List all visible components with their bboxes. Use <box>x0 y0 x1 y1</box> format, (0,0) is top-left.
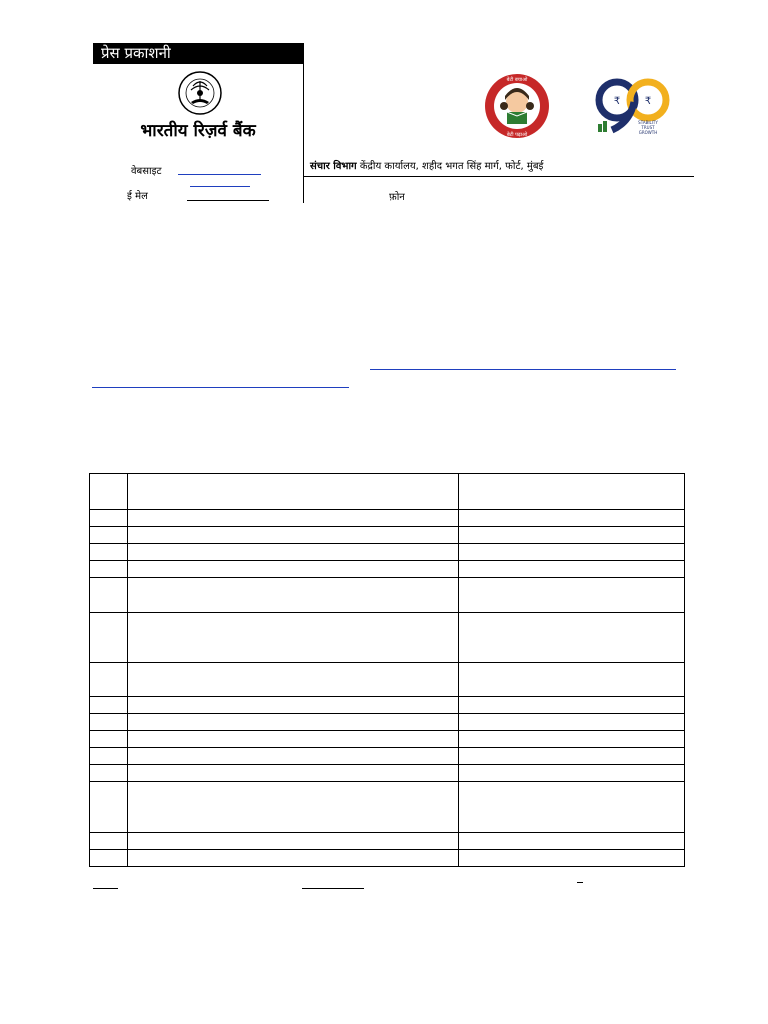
table-row <box>90 578 685 613</box>
press-release-title: प्रेस प्रकाशनी <box>93 43 303 64</box>
bank-name: भारतीय रिज़र्व बैंक <box>140 121 256 141</box>
body-link-continued[interactable] <box>92 387 349 388</box>
table-row <box>90 544 685 561</box>
table-row <box>90 833 685 850</box>
table-row <box>90 510 685 527</box>
rbi90-line1: STABILITY <box>638 120 658 125</box>
header-rule <box>303 176 694 177</box>
beti-bachao-logo <box>483 72 551 140</box>
email-value[interactable] <box>187 200 269 201</box>
table-row <box>90 613 685 663</box>
footer-dash <box>577 882 583 883</box>
footer-underline <box>93 888 118 889</box>
rbi-seal-icon <box>177 70 223 116</box>
address: केंद्रीय कार्यालय, शहीद भगत सिंह मार्ग, फोर्ट, मुंबई <box>359 161 544 172</box>
beti-bottom-text: बेटी पढ़ाओ <box>506 132 528 138</box>
table-header-row <box>90 474 685 510</box>
table-row <box>90 765 685 782</box>
table-row <box>90 731 685 748</box>
svg-text:₹: ₹ <box>613 96 621 107</box>
press-release-header <box>93 43 304 203</box>
table-row <box>90 782 685 833</box>
rbi90-line2: TRUST <box>641 125 655 130</box>
website-label: वेबसाइट <box>131 166 162 177</box>
svg-text:₹: ₹ <box>644 96 652 107</box>
table-row <box>90 527 685 544</box>
table-row <box>90 663 685 697</box>
table-row <box>90 850 685 867</box>
rbi-90-logo <box>590 72 672 140</box>
website-link-continued[interactable] <box>190 186 250 187</box>
department-label: संचार विभाग <box>310 161 357 172</box>
table-row <box>90 561 685 578</box>
table-row <box>90 714 685 731</box>
beti-top-text: बेटी बचाओ <box>506 77 528 83</box>
phone-label: फ़ोन <box>389 192 405 203</box>
table-row <box>90 697 685 714</box>
email-label: ई मेल <box>127 191 148 202</box>
table-row <box>90 748 685 765</box>
footer-underline <box>302 888 364 889</box>
website-link[interactable] <box>178 174 261 175</box>
body-link[interactable] <box>370 369 676 370</box>
department-line <box>310 158 543 172</box>
data-table <box>89 473 685 867</box>
rbi90-line3: GROWTH <box>638 130 658 135</box>
